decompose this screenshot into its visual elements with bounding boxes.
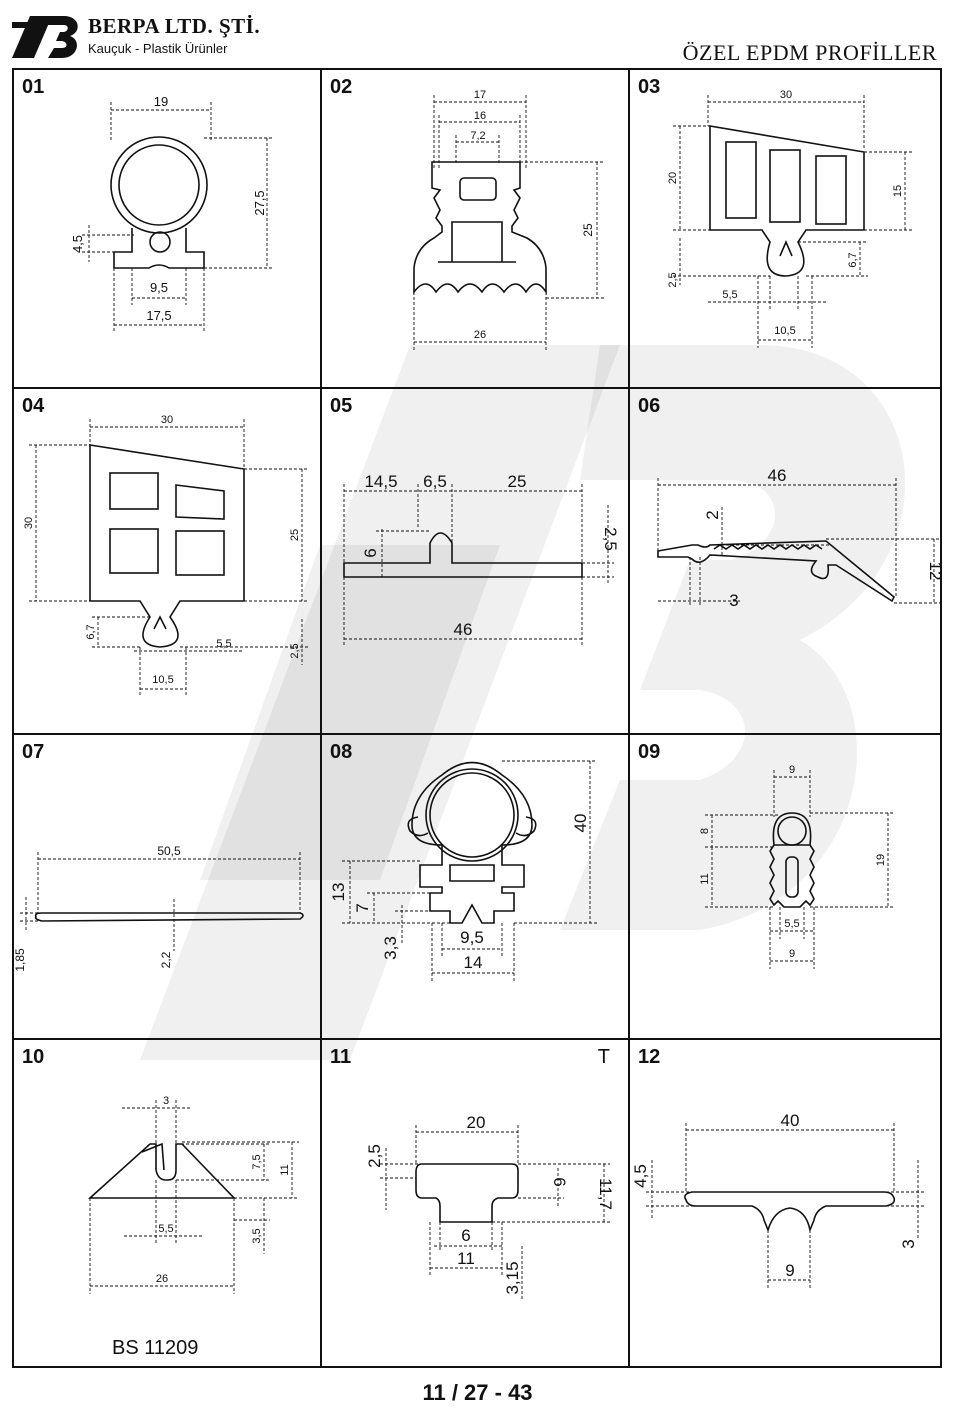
profile-code: BS 11209 [112, 1337, 199, 1359]
profile-cell-05 [322, 389, 628, 733]
dimension-label: 26 [473, 329, 487, 341]
dimension-label: 2,2 [159, 951, 173, 969]
profile-cell-06 [630, 389, 945, 733]
dimension-label: 3 [729, 591, 739, 610]
profile-number: 11 [330, 1046, 352, 1068]
dimension-label: 3,15 [503, 1261, 522, 1295]
dimension-label: 27,5 [252, 190, 267, 216]
profile-grid [12, 68, 945, 1368]
profile-cell-02 [322, 70, 628, 387]
dimension-label: 20 [466, 1113, 486, 1132]
dimension-label: 9,5 [460, 928, 484, 947]
dimension-label: 46 [453, 620, 473, 639]
profile-number: 02 [330, 76, 353, 98]
profile-cell-09 [630, 735, 940, 1038]
profile-cell-03 [630, 70, 940, 387]
profile-cell-12 [630, 1040, 940, 1366]
dimension-label: 50,5 [157, 844, 181, 858]
profile-cell-11 [322, 1040, 628, 1366]
dimension-label: 3 [899, 1239, 918, 1249]
dimension-label: 7,2 [470, 130, 486, 142]
dimension-label: 5,5 [784, 918, 800, 930]
profile-drawing [14, 70, 324, 390]
dimension-label: 2 [703, 510, 722, 520]
dimension-label: 13 [329, 882, 348, 902]
dimension-label: 6,7 [85, 624, 97, 640]
dimension-label: 3,3 [381, 936, 400, 960]
dimension-label: 16 [473, 110, 487, 122]
dimension-label: 6 [361, 548, 380, 558]
berpa-logo [12, 14, 84, 60]
company-name: BERPA LTD. ŞTİ. [88, 14, 261, 38]
dimension-label: 10,5 [152, 674, 174, 686]
profile-drawing [630, 1040, 940, 1366]
dimension-label: 9 [785, 1261, 795, 1280]
dimension-label: 17,5 [146, 308, 172, 323]
dimension-label: 5,5 [158, 1223, 174, 1235]
dimension-label: 14,5 [364, 472, 398, 491]
dimension-label: 17 [473, 89, 487, 101]
profile-drawing [14, 735, 324, 1038]
dimension-label: 7,5 [251, 1154, 263, 1170]
page-title: ÖZEL EPDM PROFİLLER [682, 40, 937, 65]
profile-number: 10 [22, 1046, 45, 1068]
dimension-label: 19 [875, 853, 887, 867]
dimension-label: 8 [699, 827, 711, 835]
profile-cell-07 [14, 735, 320, 1038]
profile-number: 08 [330, 741, 353, 763]
profile-drawing [14, 389, 324, 733]
profile-drawing [322, 70, 632, 390]
dimension-label: 6 [461, 1226, 471, 1245]
profile-cell-01 [14, 70, 320, 387]
dimension-label: 20 [667, 171, 679, 185]
dimension-label: 6 [550, 1177, 569, 1187]
profile-number: 12 [638, 1046, 661, 1068]
profile-number: 03 [638, 76, 661, 98]
dimension-label: 25 [581, 223, 595, 237]
dimension-label: 9 [788, 948, 796, 960]
profile-drawing [630, 389, 945, 733]
dimension-label: 5,5 [722, 289, 738, 301]
dimension-label: 30 [779, 89, 793, 101]
profile-drawing [630, 70, 940, 390]
dimension-label: 40 [571, 813, 590, 833]
dimension-label: 2,5 [365, 1144, 384, 1168]
profile-drawing [322, 1040, 632, 1366]
profile-number: 01 [22, 76, 45, 98]
page-number: 11 / 27 - 43 [422, 1380, 533, 1405]
dimension-label: 46 [767, 466, 787, 485]
dimension-label: 2,5 [601, 527, 620, 551]
dimension-label: 4,5 [70, 234, 85, 254]
dimension-label: 11,7 [596, 1178, 615, 1210]
dimension-label: 9 [788, 764, 796, 776]
profile-cell-10 [14, 1040, 320, 1366]
dimension-label: 15 [892, 184, 904, 198]
profile-number: 09 [638, 741, 661, 763]
profile-mark: T [597, 1046, 610, 1068]
dimension-label: 25 [289, 528, 301, 542]
dimension-label: 30 [160, 414, 174, 426]
dimension-label: 3,5 [251, 1228, 263, 1244]
dimension-label: 25 [507, 472, 527, 491]
dimension-label: 5,5 [216, 638, 232, 650]
dimension-label: 3 [162, 1095, 170, 1107]
profile-cell-04 [14, 389, 320, 733]
profile-number: 06 [638, 395, 661, 417]
profile-cell-08 [322, 735, 628, 1038]
dimension-label: 40 [780, 1111, 800, 1130]
dimension-label: 14 [463, 953, 483, 972]
dimension-label: 11 [457, 1249, 475, 1268]
profile-drawing [322, 735, 632, 1038]
dimension-label: 9,5 [149, 280, 169, 295]
dimension-label: 30 [23, 516, 35, 530]
dimension-label: 11 [279, 1164, 291, 1176]
profile-drawing [630, 735, 940, 1038]
dimension-label: 19 [153, 94, 169, 109]
dimension-label: 26 [155, 1273, 169, 1285]
profile-drawing [14, 1040, 324, 1330]
dimension-label: 6,5 [423, 472, 447, 491]
dimension-label: 7 [353, 903, 372, 913]
profile-number: 04 [22, 395, 45, 417]
dimension-label: 1,85 [13, 948, 27, 972]
dimension-label: 11 [699, 873, 711, 885]
profile-number: 05 [330, 395, 353, 417]
dimension-label: 12 [926, 561, 945, 581]
dimension-label: 4,5 [631, 1164, 650, 1188]
profile-number: 07 [22, 741, 45, 763]
company-tagline: Kauçuk - Plastik Ürünler [88, 41, 228, 56]
dimension-label: 6,7 [847, 252, 859, 268]
dimension-label: 2,5 [289, 643, 301, 659]
page-header [0, 0, 955, 68]
dimension-label: 10,5 [774, 325, 796, 337]
dimension-label: 2,5 [667, 272, 679, 288]
profile-drawing [322, 389, 632, 733]
